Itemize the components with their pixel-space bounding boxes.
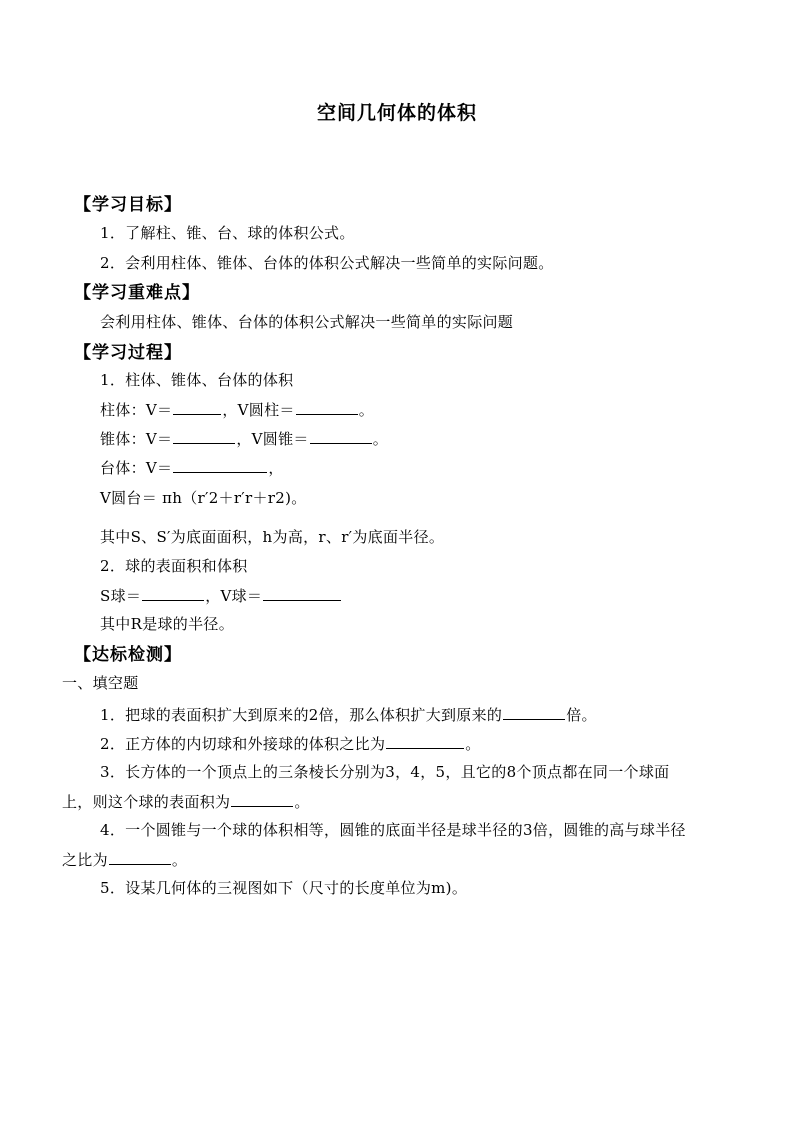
- cone-end: 。: [372, 430, 388, 448]
- question-2-blank[interactable]: [386, 732, 464, 749]
- question-1-blank[interactable]: [503, 703, 565, 720]
- question-4-line-1: 4．一个圆锥与一个球的体积相等，圆锥的底面半径是球半径的3倍，圆锥的高与球半径: [100, 821, 686, 839]
- question-3-line-1: 3．长方体的一个顶点上的三条棱长分别为3，4，5，且它的8个顶点都在同一个球面: [100, 763, 670, 781]
- cone-formula-line: [100, 427, 388, 449]
- sphere-area-blank[interactable]: [142, 584, 204, 601]
- frustum-formula-line: [100, 456, 284, 478]
- sphere-area-label: S球＝: [100, 587, 142, 605]
- process-item-2: 2．球的表面积和体积: [100, 557, 248, 575]
- question-3-blank[interactable]: [231, 790, 293, 807]
- sphere-volume-label: ，V球＝: [205, 587, 263, 605]
- process-item-1: 1．柱体、锥体、台体的体积: [100, 371, 294, 389]
- prism-end: 。: [358, 401, 374, 419]
- question-3-line-2: [62, 790, 310, 812]
- question-2: [100, 732, 481, 754]
- prism-volume-blank[interactable]: [173, 398, 221, 415]
- cylinder-volume-blank[interactable]: [296, 398, 358, 415]
- key-points-text: 会利用柱体、锥体、台体的体积公式解决一些简单的实际问题: [100, 313, 514, 331]
- sphere-volume-blank[interactable]: [263, 584, 341, 601]
- question-2-end: 。: [465, 735, 481, 753]
- question-4-text: 之比为: [62, 851, 108, 869]
- question-4-end: 。: [171, 851, 188, 869]
- pyramid-volume-blank[interactable]: [173, 427, 235, 444]
- frustum-end: ，: [268, 459, 284, 477]
- question-2-text: 2．正方体的内切球和外接球的体积之比为: [100, 735, 386, 753]
- question-1: [100, 703, 597, 725]
- test-heading: 【达标检测】: [74, 645, 182, 665]
- frustum-cone-formula: V圆台＝ πh（r′2＋r′r＋r2)。: [100, 489, 307, 507]
- question-3-text: 上，则这个球的表面积为: [62, 793, 231, 811]
- process-heading: 【学习过程】: [74, 343, 182, 363]
- process-note-2: 其中R是球的半径。: [100, 615, 234, 633]
- goal-item-2: 2．会利用柱体、锥体、台体的体积公式解决一些简单的实际问题。: [100, 254, 554, 272]
- question-3-end: 。: [294, 793, 310, 811]
- question-4-blank[interactable]: [109, 848, 171, 865]
- question-4-line-2: [62, 848, 187, 870]
- page-title: 空间几何体的体积: [316, 102, 477, 124]
- process-note-1: 其中S、S′为底面面积，h为高，r、r′为底面半径。: [100, 528, 445, 546]
- frustum-volume-blank[interactable]: [173, 456, 267, 473]
- key-points-heading: 【学习重难点】: [74, 283, 200, 303]
- question-1-text: 1．把球的表面积扩大到原来的2倍，那么体积扩大到原来的: [100, 706, 503, 724]
- goals-heading: 【学习目标】: [74, 195, 182, 215]
- question-5: 5．设某几何体的三视图如下（尺寸的长度单位为m)。: [100, 879, 468, 897]
- question-1-end: 倍。: [566, 706, 597, 724]
- cylinder-label: ，V圆柱＝: [222, 401, 295, 419]
- prism-label: 柱体：V＝: [100, 401, 173, 419]
- sphere-formula-line: [100, 584, 342, 606]
- frustum-label: 台体：V＝: [100, 459, 173, 477]
- fill-blank-part-title: 一、填空题: [62, 674, 139, 692]
- cone-volume-label: ，V圆锥＝: [236, 430, 309, 448]
- cone-volume-blank[interactable]: [310, 427, 372, 444]
- cone-label: 锥体：V＝: [100, 430, 173, 448]
- prism-formula-line: [100, 398, 374, 420]
- goal-item-1: 1．了解柱、锥、台、球的体积公式。: [100, 224, 355, 242]
